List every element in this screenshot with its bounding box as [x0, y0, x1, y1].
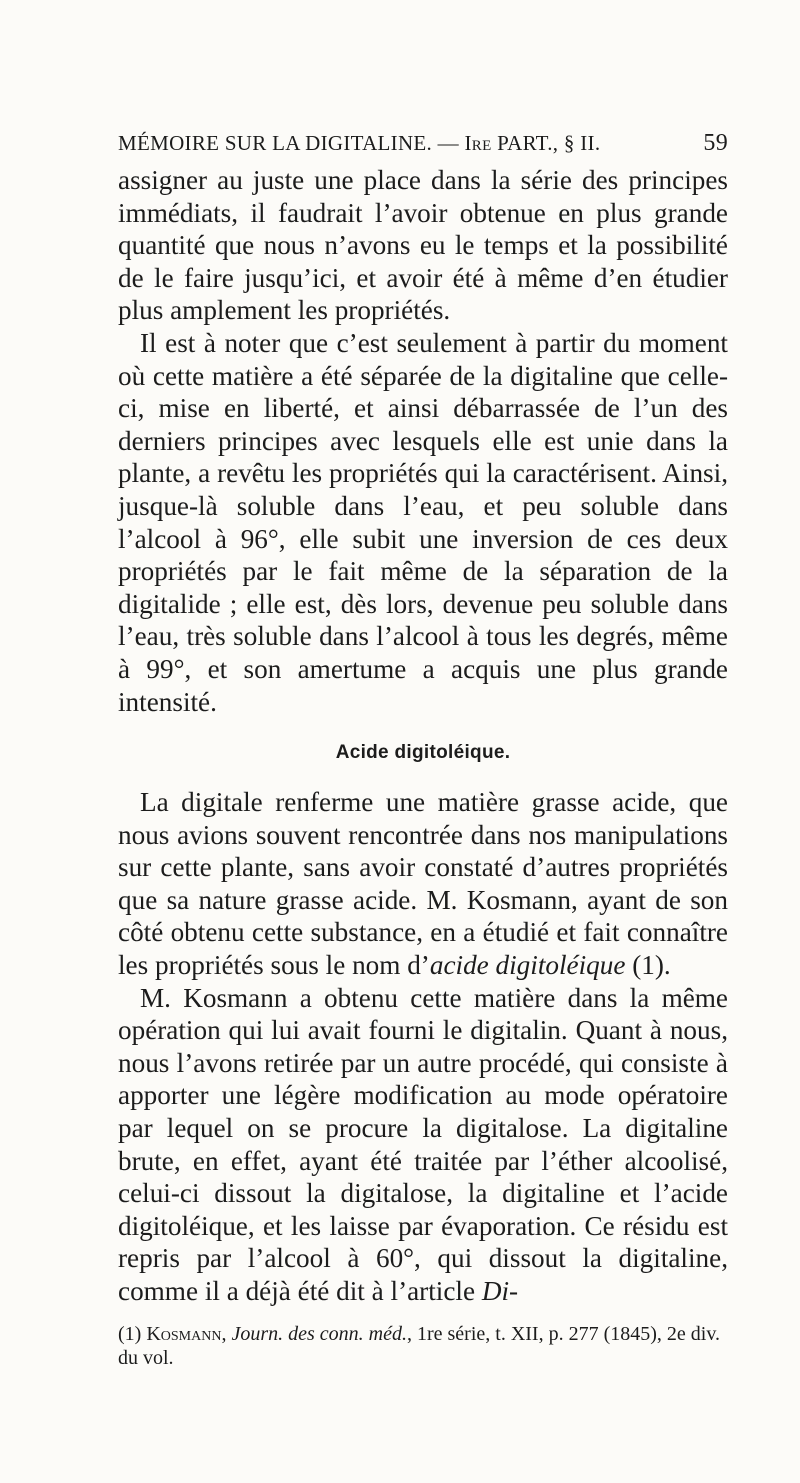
- paragraph-acide-intro: [118, 786, 728, 982]
- footnote-marker: (1): [118, 1322, 147, 1345]
- paragraph-digitaline-properties: Il est à noter que c’est seulement à partir du moment où cette matière a été séparée de la digitaline que celle-ci, mise en liberté, et ainsi débarrassée de l’un des derniers principes avec lesquels elle est unie dans la plante, a revêtu les propriétés qui la caractérisent. Ainsi, jusque-là soluble dans l’eau, et peu soluble dans l’alcool à 96°, elle subit une inversion de ces deux propriétés par le fait même de la séparation de la digitalide ; elle est, dès lors, devenue peu soluble dans l’eau, très soluble dans l’alcool à tous les degrés, même à 99°, et son amertume a acquis une plus grande intensité.: [118, 327, 728, 717]
- paragraph-text: La digitale renferme une matière grasse acide, que nous avions souvent rencontrée dans nos manipulations sur cette plante, sans avoir constaté d’autres propriétés que sa nature grasse acide. M. Kosmann, ayant de son côté obtenu cette substance, en a étudié et fait connaître les propriétés sous le nom d’: [118, 787, 728, 981]
- footnote-reference: , 1re série, t. XII, p. 277 (1845), 2e div. du vol.: [118, 1322, 721, 1369]
- italic-term: Di-: [481, 1276, 519, 1306]
- footnote-author: Kosmann: [146, 1322, 222, 1345]
- italic-term: acide digitoléique: [429, 950, 626, 981]
- running-head: [118, 130, 728, 164]
- paragraph-text: M. Kosmann a obtenu cette matière dans la même opération qui lui avait fourni le digitalin. Quant à nous, nous l’avons retirée par un autre procédé, qui consiste à apporter une légère modification au mode opératoire par lequel on se procure la digitalose. La digitaline brute, en effet, ayant été traitée par l’éther alcoolisé, celui-ci dissout la digitalose, la digitaline et l’acide digitoléique, et les laisse par évaporation. Ce résidu est repris par l’alcool à 60°, qui dissout la digitaline, comme il a déjà été dit à l’article: [118, 982, 728, 1306]
- footnote-journal: Journ. des conn. méd.: [231, 1322, 407, 1345]
- paragraph-text-end: (1).: [625, 950, 671, 981]
- running-head-title: MÉMOIRE SUR LA DIGITALINE. — Ire PART., § II.: [118, 131, 601, 155]
- paragraph-continuation: assigner au juste une place dans la série des principes immédiats, il faudrait l’avoir obtenue en plus grande quantité que nous n’avons eu le temps et la possibilité de le faire jusqu’ici, et avoir été à même d’en étudier plus amplement les propriétés.: [118, 165, 728, 326]
- footnote-separator: ,: [221, 1322, 232, 1345]
- footnote: [118, 1322, 728, 1370]
- page-number: 59: [703, 130, 728, 156]
- book-page: [118, 130, 728, 1370]
- paragraph-kosmann-method: [118, 982, 728, 1308]
- section-heading: Acide digitoléique.: [335, 742, 511, 764]
